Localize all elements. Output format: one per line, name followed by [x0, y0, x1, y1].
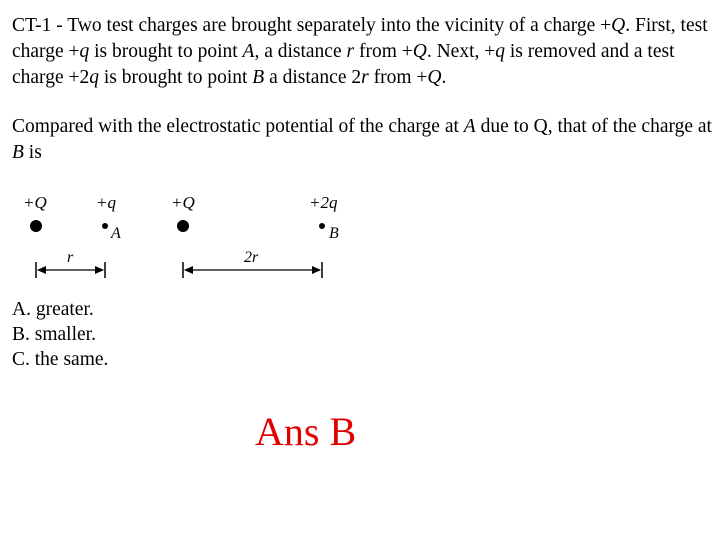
para1-run-15: B	[252, 67, 265, 88]
charge-2q-label: +2q	[309, 193, 338, 212]
para1-run-11: q	[495, 41, 505, 62]
answer-text: Ans B	[255, 409, 357, 454]
charge-Q-label-1: +Q	[23, 193, 47, 212]
answer-choices	[12, 297, 108, 372]
para1-run-17: r	[361, 67, 369, 88]
para1-run-18: from +	[368, 67, 428, 88]
para1-run-1: Q	[611, 15, 626, 36]
para1-run-3: q	[79, 41, 90, 62]
para2-run-1: A	[463, 116, 476, 137]
distance-r-label: r	[67, 249, 74, 266]
point-B-dot	[319, 223, 325, 229]
para1-run-19: Q	[427, 67, 442, 88]
point-A-label: A	[111, 225, 121, 242]
choice-b: B. smaller.	[12, 324, 96, 345]
para1-run-20: .	[441, 67, 447, 88]
para1-run-8: from +	[354, 41, 413, 62]
para1-run-6: , a distance	[254, 41, 347, 62]
para1-run-5: A	[242, 41, 255, 62]
para1-run-2: . First, test charge +	[12, 15, 708, 62]
point-B-label: B	[329, 225, 339, 242]
para1-run-4: is brought to point	[89, 41, 243, 62]
para1-run-16: a distance 2	[264, 67, 362, 88]
para1-run-10: . Next, +	[426, 41, 496, 62]
question-paragraph-2	[12, 114, 712, 166]
para2-run-0: Compared with the electrostatic potential of the charge at	[12, 116, 464, 137]
para1-run-14: is brought to point	[98, 67, 253, 88]
para2-run-4: is	[23, 142, 42, 163]
charge-Q-dot-1	[30, 220, 42, 232]
choice-a: A. greater.	[12, 299, 94, 320]
distance-r-arrowhead-left	[37, 266, 46, 274]
para1-run-7: r	[346, 41, 355, 62]
choice-c: C. the same.	[12, 349, 109, 370]
distance-2r-arrowhead-right	[312, 266, 321, 274]
question-paragraph-1	[12, 13, 712, 91]
para1-run-9: Q	[412, 41, 427, 62]
para2-run-3: B	[12, 142, 24, 163]
distance-2r-arrowhead-left	[184, 266, 193, 274]
distance-2r-label: 2r	[244, 249, 259, 266]
charge-q-label: +q	[96, 193, 116, 212]
para1-run-12: is removed and a test charge +2	[12, 41, 675, 88]
para1-run-0: CT-1 - Two test charges are brought separately into the vicinity of a charge +	[12, 15, 612, 36]
point-A-dot	[102, 223, 108, 229]
charge-Q-label-2: +Q	[171, 193, 195, 212]
distance-r-arrowhead-right	[95, 266, 104, 274]
para1-run-13: q	[89, 67, 99, 88]
para2-run-2: due to Q, that of the charge at	[475, 116, 712, 137]
charge-Q-dot-2	[177, 220, 189, 232]
charge-diagram	[0, 180, 720, 290]
